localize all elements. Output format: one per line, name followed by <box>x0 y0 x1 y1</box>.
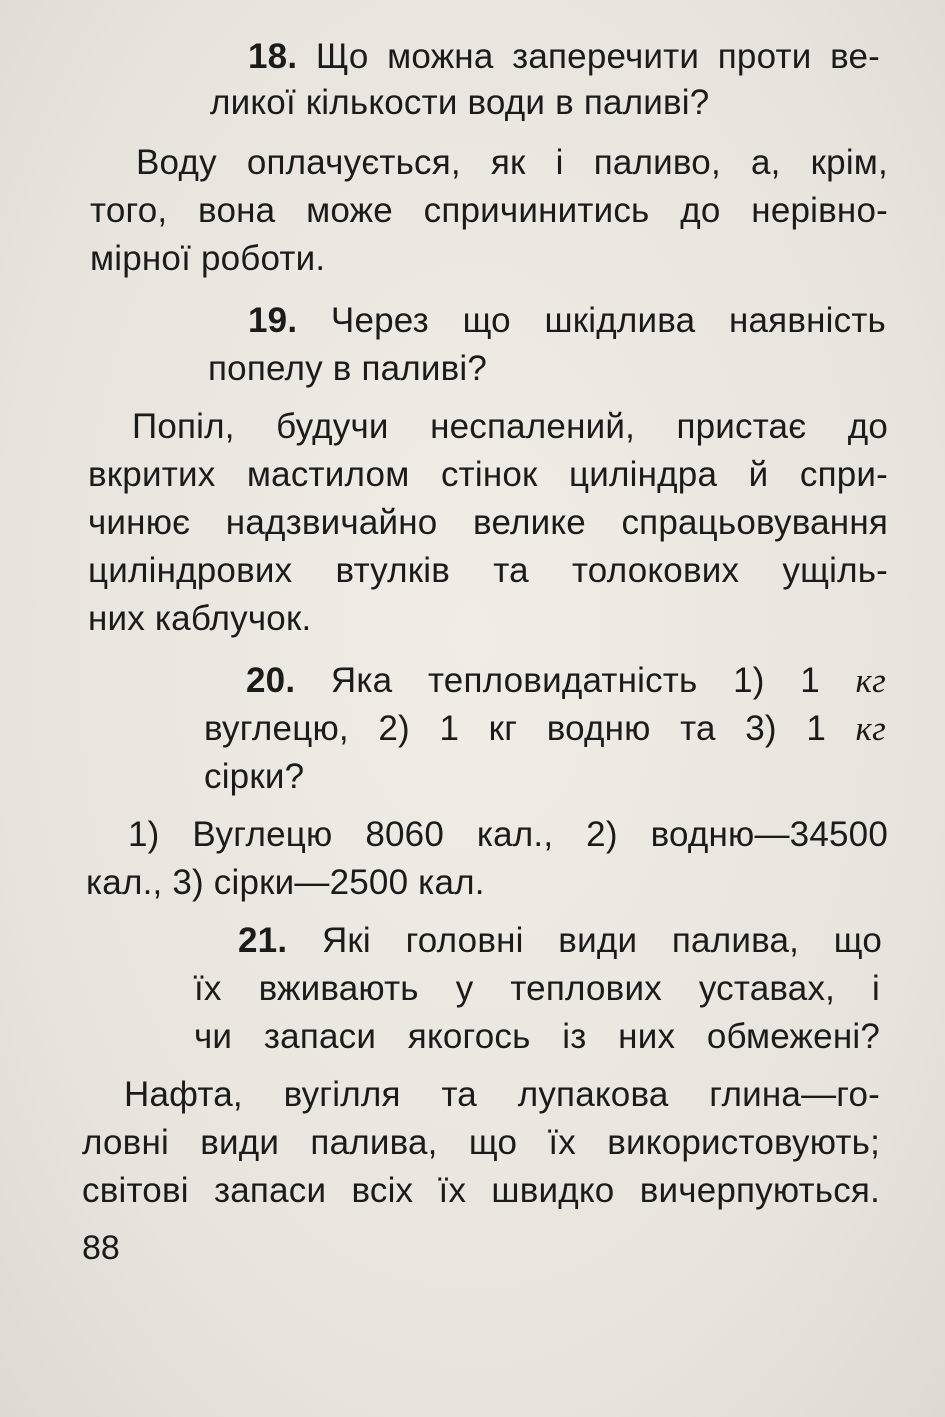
question-21-line-2: їх вживають у теплових уставах, і <box>194 969 880 1008</box>
answer-19-line-2: вкритих мастилом стінок циліндра й спри- <box>88 455 888 494</box>
question-18-text-1: Що можна заперечити проти ве- <box>315 37 880 76</box>
answer-21-line-1: Нафта, вугілля та лупакова глина—го- <box>124 1075 880 1114</box>
question-19-text-1: Через що шкідлива наявність <box>330 301 886 340</box>
question-19-line-2: попелу в паливі? <box>208 349 488 388</box>
question-19-line-1 <box>248 298 886 344</box>
page-number: 88 <box>82 1229 120 1267</box>
answer-20-line-1: 1) Вуглецю 8060 кал., 2) водню—34500 <box>128 815 888 854</box>
question-20-line-2 <box>204 706 886 752</box>
question-20-line-3: сірки? <box>204 757 305 796</box>
answer-19-line-4: циліндрових втулків та толокових ущіль- <box>88 551 888 590</box>
question-21-text-1: Які головні види палива, що <box>321 921 882 960</box>
answer-18-line-2: того, вона може спричинитись до нерівно- <box>90 191 888 230</box>
question-20-unit-1: кг <box>855 661 886 700</box>
question-18-line-1 <box>248 34 880 80</box>
question-19-number: 19. <box>248 301 298 340</box>
answer-21-line-3: світові запаси всіх їх швидко вичерпуються. <box>82 1171 880 1210</box>
question-20-unit-2: кг <box>855 709 886 748</box>
answer-18-line-1: Воду оплачується, як і паливо, а, крім, <box>136 143 888 182</box>
question-18-line-2: ликої кількости води в паливі? <box>210 83 710 122</box>
answer-18-line-3: мірної роботи. <box>90 239 326 278</box>
answer-19-line-1: Попіл, будучи неспалений, пристає до <box>132 407 888 446</box>
question-20-text-2: вуглецю, 2) 1 кг водню та 3) 1 <box>204 709 826 748</box>
answer-19-line-5: них каблучок. <box>88 599 312 638</box>
answer-20-line-2: кал., 3) сірки—2500 кал. <box>86 863 485 902</box>
question-21-number: 21. <box>238 921 288 960</box>
answer-21-line-2: ловні види палива, що їх використовують; <box>82 1123 880 1162</box>
question-21-line-1 <box>238 918 882 964</box>
question-18-number: 18. <box>248 37 298 76</box>
question-21-line-3: чи запаси якогось із них обмежені? <box>194 1017 880 1056</box>
question-20-text-1: Яка тепловидатність 1) 1 <box>330 661 820 700</box>
answer-19-line-3: чинює надзвичайно велике спрацьовування <box>88 503 888 542</box>
question-20-line-1 <box>246 658 886 704</box>
question-20-number: 20. <box>246 661 296 700</box>
